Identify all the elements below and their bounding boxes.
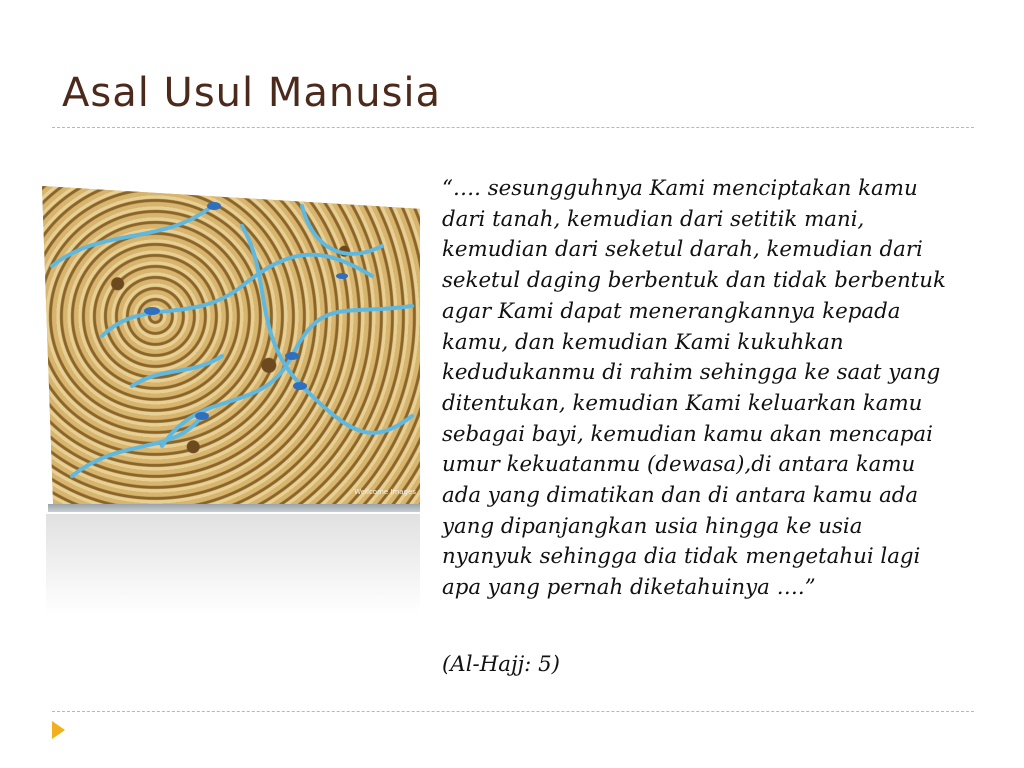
sperm-fibers-illustration <box>42 186 420 512</box>
bullet-arrow-icon <box>52 721 65 739</box>
slide-title: Asal Usul Manusia <box>62 70 442 116</box>
footer-divider <box>52 711 974 712</box>
image-frame <box>48 504 420 512</box>
quran-quote: “…. sesungguhnya Kami menciptakan kamu dari tanah, kemudian dari setitik mani, kemudian dari seketul darah, kemudian dari seketul daging berbentuk dan tidak berbentuk agar Kami dapat menerangkannya kepada kamu, dan kemudian Kami kukuhkan kedudukanmu di rahim sehingga ke saat yang ditentukan, kemudian Kami keluarkan kamu sebagai bayi, kemudian kamu akan mencapai umur kekuatanmu (dewasa),di antara kamu ada yang dimatikan dan di antara kamu ada yang dipanjangkan usia hingga ke usia nyanyuk sehingga dia tidak mengetahui lagi apa yang pernah diketahuinya ….” <box>442 176 946 601</box>
slide-image <box>42 186 422 616</box>
image-reflection <box>46 514 420 614</box>
title-divider <box>52 127 974 128</box>
image-credit: Wellcome Images <box>354 488 416 496</box>
quote-source: (Al-Hajj: 5) <box>442 652 560 677</box>
